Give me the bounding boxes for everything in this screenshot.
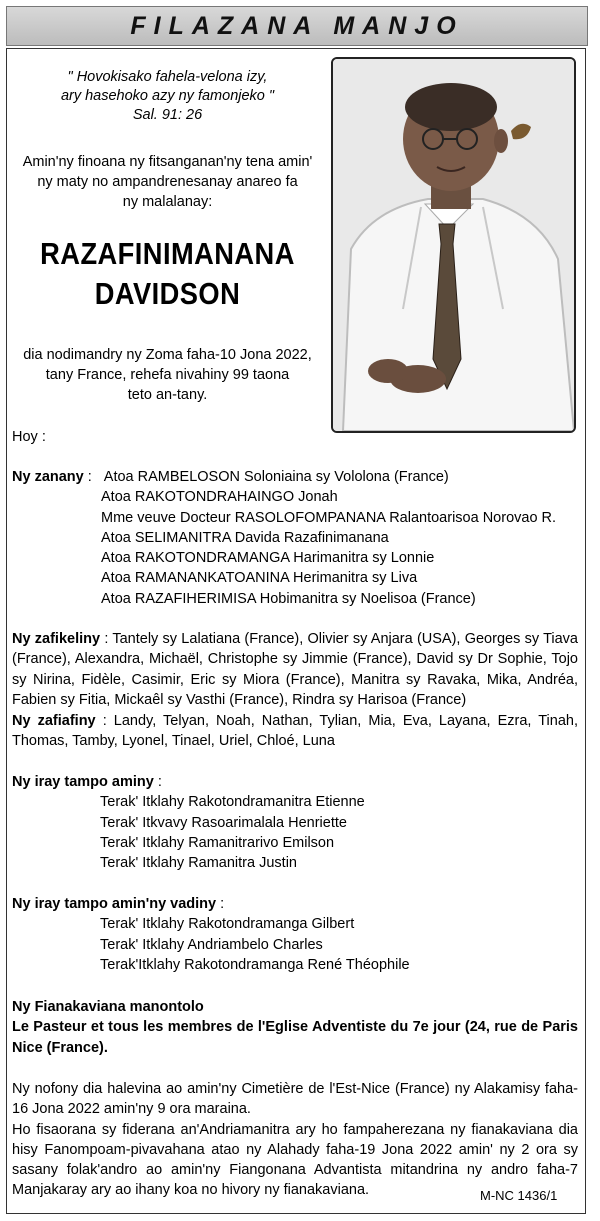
tampo-heading [12,772,365,792]
tampo-vady-item: Terak'Itklahy Rakotondramanga René Théophile [100,956,410,973]
closing-paragraph-1: Ny nofony dia halevina ao amin'ny Cimetière de l'Est-Nice (France) ny Alakamisy faha-16 Jona 2022 amin'ny 9 ora maraina. [12,1081,578,1118]
death-notice [20,345,315,405]
tampo-vady-colon: : [216,896,225,912]
hoy-label: Hoy : [12,429,46,445]
death-line-1: dia nodimandry ny Zoma faha-10 Jona 2022, [23,347,312,363]
closing-section [12,1079,578,1201]
zanany-section [12,467,556,609]
zanany-item: Atoa RAZAFIHERIMISA Hobimanitra sy Noelisoa (France) [101,590,476,607]
zanany-item: Atoa RAMBELOSON Soloniaina sy Vololona (France) [103,469,449,485]
deceased-name-line-2: DAVIDSON [94,276,241,311]
deceased-name [38,234,298,314]
header-banner [6,6,588,46]
zafiafiny-label: Ny zafiafiny [12,713,96,729]
fianakaviana-section [12,997,578,1058]
zanany-item: Atoa RAKOTONDRAHAINGO Jonah [101,489,338,506]
intro-text [20,152,315,212]
zanany-item: Atoa SELIMANITRA Davida Razafinimanana [101,529,389,546]
tampo-vady-item: Terak' Itklahy Andriambelo Charles [100,936,323,953]
header-title: FILAZANA MANJO [130,11,464,40]
tampo-vady-label: Ny iray tampo amin'ny vadiny [12,896,217,912]
zanany-item: Atoa RAMANANKATOANINA Herimanitra sy Liva [101,570,418,587]
tampo-item: Terak' Itkvavy Rasoarimalala Henriette [100,814,347,831]
portrait-illustration [333,59,574,431]
tampo-colon: : [153,774,162,790]
zanany-label: Ny zanany [12,469,84,485]
quote-line-1: " Hovokisako fahela-velona izy, [67,69,268,85]
tampo-item: Terak' Itklahy Ramanitrarivo Emilson [100,834,335,851]
quote-reference: Sal. 91: 26 [132,107,203,123]
tampo-item: Terak' Itklahy Rakotondramanitra Etienne [100,794,365,811]
deceased-name-line-1: RAZAFINIMANANA [40,236,295,271]
zanany-item: Mme veuve Docteur RASOLOFOMPANANA Ralantoarisoa Norovao R. [101,509,557,526]
intro-line-3: ny malalanay: [122,194,213,210]
bible-quote [30,68,305,125]
zanany-item: Atoa RAKOTONDRAMANGA Harimanitra sy Lonnie [101,550,435,567]
tampo-section [12,772,365,873]
tampo-vady-item: Terak' Itklahy Rakotondramanga Gilbert [100,916,355,933]
tampo-item: Terak' Itklahy Ramanitra Justin [100,855,297,872]
portrait-photo [331,57,576,433]
fianakaviana-line-2: Le Pasteur et tous les membres de l'Eglise Adventiste du 7e jour (24, rue de Paris Nice (France). [12,1019,578,1056]
tampo-vady-heading [12,894,410,914]
reference-code: M-NC 1436/1 [480,1188,558,1203]
zafiafiny-section [12,711,578,752]
tampo-vady-section [12,894,410,975]
fianakaviana-line-1: Ny Fianakaviana manontolo [12,999,204,1015]
death-line-2: tany France, rehefa nivahiny 99 taona [45,367,290,383]
zafikeliny-section [12,629,578,710]
zafiafiny-text: : Landy, Telyan, Noah, Nathan, Tylian, Mia, Eva, Layana, Ezra, Tinah, Thomas, Tamby, Lyonel, Tinael, Uriel, Chloé, Luna [12,713,578,750]
intro-line-2: ny maty no ampandrenesanay anareo fa [37,174,298,190]
death-line-3: teto an-tany. [127,387,208,403]
closing-paragraph-2: Ho fisaorana sy fiderana an'Andriamanitra ary ho fampaherezana ny fianakaviana dia hisy Fanompoam-pivavahana atao ny Alahady faha-19 Jona 2022 amin' ny 2 ora sy sasany folak'andro ao amin'ny Fiangonana Advantista mitandrina ny andro faha-7 Manjakaray ary ao ihany koa no hivory ny fianakaviana. [12,1121,578,1199]
zanany-colon: : [83,469,92,485]
zafikeliny-text: : Tantely sy Lalatiana (France), Olivier sy Anjara (USA), Georges sy Tiava (France), Alexandra, Michaël, Christophe sy Jimmie (France), David sy Dr Sophie, Tojo sy Nirina, Fidèle, Casimir, Eric sy Miora (France), Manitra sy Ravaka, Mika, Andréa, Fabien sy Fitia, Mickaêl sy Vasthi (France), Rindra sy Harisoa (France) [12,631,578,708]
zanany-first-row [12,467,556,487]
quote-line-2: ary hasehoko azy ny famonjeko " [60,88,275,104]
zafikeliny-label: Ny zafikeliny [12,631,101,647]
intro-line-1: Amin'ny finoana ny fitsanganan'ny tena amin' [22,154,313,170]
tampo-label: Ny iray tampo aminy [12,774,154,790]
